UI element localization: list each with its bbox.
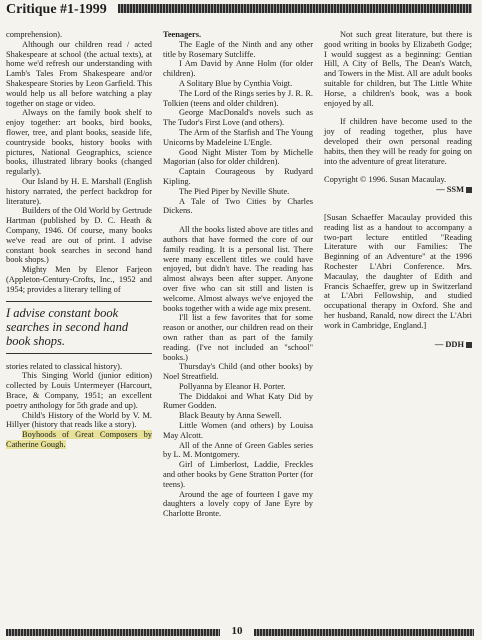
- paragraph: Child's History of the World by V. M. Hillyer (history that reads like a story).: [6, 410, 152, 430]
- end-mark-icon: [466, 342, 472, 348]
- column-3: [324, 30, 472, 349]
- paragraph: Not such great literature, but there is good writing in books by Elizabeth Godge; I would suggest as a beginning: Gentian Hill, A City of Bells, The Dean's Watch, and Towers in the Mist. All are adult books suitable for children, but The Little White Horse, a children's book, was a book enjoyed by all.: [324, 30, 472, 108]
- list-item: Thursday's Child (and other books) by Noel Streatfield.: [163, 362, 313, 382]
- footer-rule-right: [254, 629, 474, 636]
- list-item: The Eagle of the Ninth and any other title by Rosemary Sutcliffe.: [163, 39, 313, 59]
- list-item: I Am David by Anne Holm (for older children).: [163, 59, 313, 79]
- paragraph: Although our children read / acted Shakespeare at school (the actual texts), at home we'd refresh our understanding with Lamb's Tales From Shakespeare and/or Shakespeare Stories by Leon Garfield. This would help us all before watching a play together on stage or video.: [6, 39, 152, 108]
- footer-rule-left: [6, 629, 220, 636]
- signature-initials: — SSM: [436, 185, 464, 195]
- list-item: Girl of Limberlost, Laddie, Freckles and other books by Gene Stratton Porter (for teens).: [163, 460, 313, 489]
- list-item: The Arm of the Starfish and The Young Unicorns by Madeleine L'Engle.: [163, 127, 313, 147]
- list-item: Black Beauty by Anna Sewell.: [179, 411, 282, 421]
- header-rule: [118, 4, 472, 13]
- list-item: All of the Anne of Green Gables series by L. M. Montgomery.: [163, 440, 313, 460]
- paragraph: I'll list a few favorites that for some reason or another, our children read on their own rather than as part of the family reading. (I've not included an "school" books.): [163, 313, 313, 362]
- signature: [324, 340, 472, 350]
- signature: [324, 185, 472, 195]
- list-item: Around the age of fourteen I gave my daughters a lovely copy of Jane Eyre by Charlotte Bronte.: [163, 489, 313, 519]
- page-footer: [0, 625, 482, 640]
- list-item: Captain Courageous by Rudyard Kipling.: [163, 167, 313, 186]
- author-bio: [Susan Schaeffer Macaulay provided this reading list as a handout to accompany a two-part lecture entitled "Reading Literature with our Families: The Beginning of an Adventure" at the 1996 Rochester L'Abri Conference. Mrs. Macaulay, the daughter of Edith and Francis Schaeffer, grew up in Switzerland at L'Abri Fellowship, and studied occupational therapy in Oxford. She and her husband, Ranald, now direct the L'Abri work in Cambridge, England.]: [324, 212, 472, 330]
- list-item: A Solitary Blue by Cynthia Voigt.: [179, 78, 293, 88]
- paragraph: All the books listed above are titles and authors that have formed the core of our family reading. It is a personal list. There were many excellent titles we could have enjoyed, but didn't have. The reading has almost always been after supper. Anyone over five who can sit still and listen is welcome. Almost always we've enjoyed the books together with a wide age mix present.: [163, 225, 313, 313]
- column-2: [163, 30, 313, 519]
- column-1: [6, 30, 152, 450]
- paragraph: If children have become used to the joy of reading together, plus have developed their own personal reading habits, then they will be ready for going on into the adventure of great literature.: [324, 117, 472, 166]
- list-item: The Diddakoi and What Katy Did by Rumer Godden.: [163, 391, 313, 411]
- paragraph: Builders of the Old World by Gertrude Hartman (published by D. C. Heath & Company, 1946. Of course, many books we've read are out of print. I advise constant book searches in second hand book shops.): [6, 206, 152, 265]
- list-item: Good Night Mister Tom by Michelle Magorian (also for older children).: [163, 147, 313, 167]
- end-mark-icon: [466, 187, 472, 193]
- signature-initials: — DDH: [434, 339, 464, 349]
- paragraph: [6, 430, 152, 450]
- page-header: [0, 0, 482, 30]
- highlighted-text: Boyhoods of Great Composers by Catherine Gough.: [6, 430, 152, 449]
- list-item: A Tale of Two Cities by Charles Dickens.: [163, 196, 313, 216]
- paragraph: This Singing World (junior edition) collected by Louis Untermeyer (Harcourt, Brace, & Company, 1951; an excellent poetry anthology for 5th grade and up).: [6, 371, 152, 410]
- list-item: George MacDonald's novels such as The Tudor's First Love (and others).: [163, 108, 313, 128]
- paragraph: stories related to classical history).: [6, 361, 123, 371]
- paragraph: Our Island by H. E. Marshall (English history narrated, the perfect backdrop for literature).: [6, 176, 152, 206]
- publication-title: Critique #1-1999: [6, 2, 107, 17]
- paragraph: Always on the family book shelf to enjoy together: art books, bird books, flower, tree, and plant books, seaside life, countryside books, history books with pictures, National Geographics, science books, illustrated library books (changed regularly).: [6, 108, 152, 177]
- page-number: 10: [231, 625, 243, 637]
- section-heading: Teenagers.: [163, 30, 202, 39]
- paragraph: comprehension).: [6, 30, 63, 39]
- list-item: The Pied Piper by Neville Shute.: [179, 186, 290, 196]
- list-item: Pollyanna by Eleanor H. Porter.: [179, 381, 286, 391]
- list-item: Little Women (and others) by Louisa May Alcott.: [163, 421, 313, 440]
- copyright-line: Copyright © 1996. Susan Macaulay.: [324, 175, 447, 185]
- pull-quote: I advise constant book searches in second hand book shops.: [6, 301, 152, 354]
- list-item: The Lord of the Rings series by J. R. R. Tolkien (teens and older children).: [163, 88, 313, 108]
- paragraph: Mighty Men by Elenor Farjeon (Appleton-Century-Crofts, Inc., 1952 and 1954; provides a literary telling of: [6, 265, 152, 294]
